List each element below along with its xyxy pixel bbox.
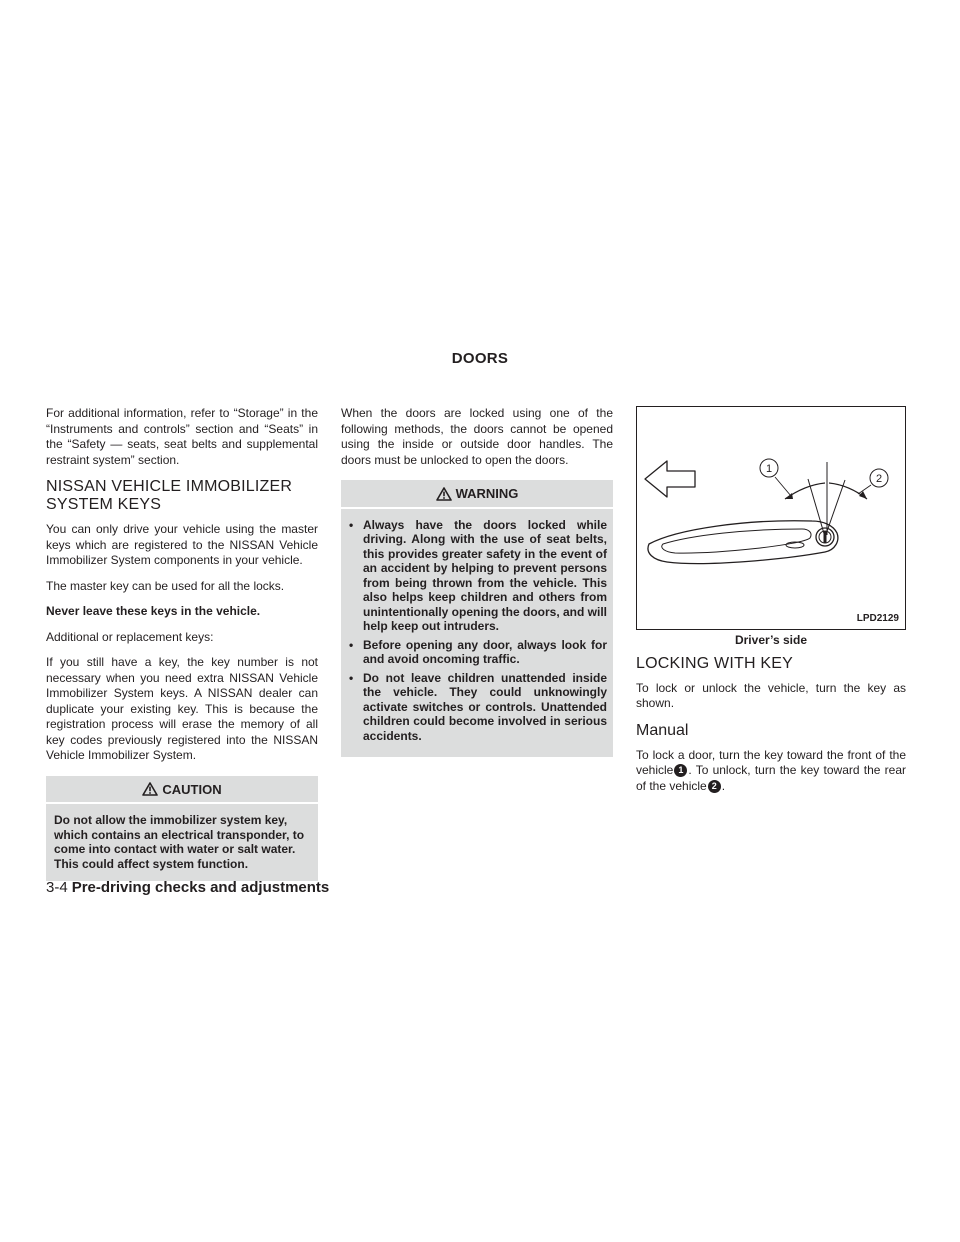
column-1 <box>46 406 318 881</box>
figure-label-1: 1 <box>765 463 773 475</box>
section-title: DOORS <box>451 350 509 367</box>
warning-header <box>341 480 613 509</box>
caution-header <box>46 776 318 805</box>
circled-1-icon: 1 <box>674 764 687 777</box>
warning-item: • Before opening any door, always look for and avoid oncoming traffic. <box>349 637 607 666</box>
warning-item: • Always have the doors locked while driving. Along with the use of seat belts, this provides greater safety in the event of an accident by helping to prevent persons from being thrown from the vehicle. This also helps keep children and others from unintentionally opening the doors, and will help keep out intruders. <box>349 517 607 633</box>
caution-triangle-icon <box>142 782 158 796</box>
locking-with-key-heading: LOCKING WITH KEY <box>636 654 793 672</box>
front-arrow-icon <box>645 461 695 497</box>
warning-triangle-icon <box>436 487 452 501</box>
figure-label-2: 2 <box>875 473 883 485</box>
bullet: • <box>349 517 354 532</box>
door-handle-figure <box>636 406 906 630</box>
manual-paragraph: To lock a door, turn the key toward the front of the vehicle 1 . To unlock, turn the key toward the rear of the vehicle 2 . <box>636 747 906 793</box>
warning-title: WARNING <box>455 486 519 501</box>
master-key-paragraph: You can only drive your vehicle using the master keys which are registered to the NISSAN Vehicle Immobilizer System components in your vehicle. <box>46 522 318 567</box>
column-2 <box>341 406 613 757</box>
figure-code: LPD2129 <box>856 612 899 624</box>
immobilizer-heading: NISSAN VEHICLE IMMOBILIZER SYSTEM KEYS <box>46 478 293 513</box>
warning-list <box>349 518 607 744</box>
caution-box <box>46 776 318 882</box>
column-3 <box>636 406 906 804</box>
caution-title: CAUTION <box>162 781 222 797</box>
locked-doors-paragraph: When the doors are locked using one of the following methods, the doors cannot be opened using the inside or outside door handles. The doors must be unlocked to open the doors. <box>341 406 613 467</box>
caution-text: Do not allow the immobilizer system key, which contains an electrical transponder, to come into contact with water or salt water. This could affect system function. <box>54 813 305 871</box>
page-number: 3-4 <box>46 879 68 896</box>
page-footer <box>46 879 329 896</box>
figure-caption: Driver’s side <box>734 633 808 647</box>
replacement-keys-label: Additional or replacement keys: <box>46 629 214 644</box>
all-locks-paragraph: The master key can be used for all the locks. <box>46 578 285 593</box>
warning-body <box>341 509 613 750</box>
circled-2-icon: 2 <box>708 780 721 793</box>
key-number-paragraph: If you still have a key, the key number is not necessary when you need extra NISSAN Vehicle Immobilizer System keys. A NISSAN dealer can duplicate your existing key. This is because the registration process will erase the memory of all key codes previously registered into the NISSAN Vehicle Immobilizer System. <box>46 655 318 762</box>
intro-paragraph: For additional information, refer to “Storage” in the “Instruments and controls” section and “Seats” in the “Safety — seats, seat belts and supplemental restraint system” section. <box>46 406 318 467</box>
chapter-title: Pre-driving checks and adjustments <box>71 879 330 896</box>
warning-item: • Do not leave children unattended inside the vehicle. They could unknowingly activate switches or controls. Unattended children could become involved in serious accidents. <box>349 670 607 743</box>
door-handle-illustration <box>637 407 905 629</box>
lock-unlock-paragraph: To lock or unlock the vehicle, turn the key as shown. <box>636 680 906 710</box>
bullet: • <box>349 670 354 685</box>
bullet: • <box>349 637 354 652</box>
manual-subheading: Manual <box>636 721 689 739</box>
warning-box <box>341 480 613 757</box>
never-leave-keys: Never leave these keys in the vehicle. <box>46 604 261 618</box>
